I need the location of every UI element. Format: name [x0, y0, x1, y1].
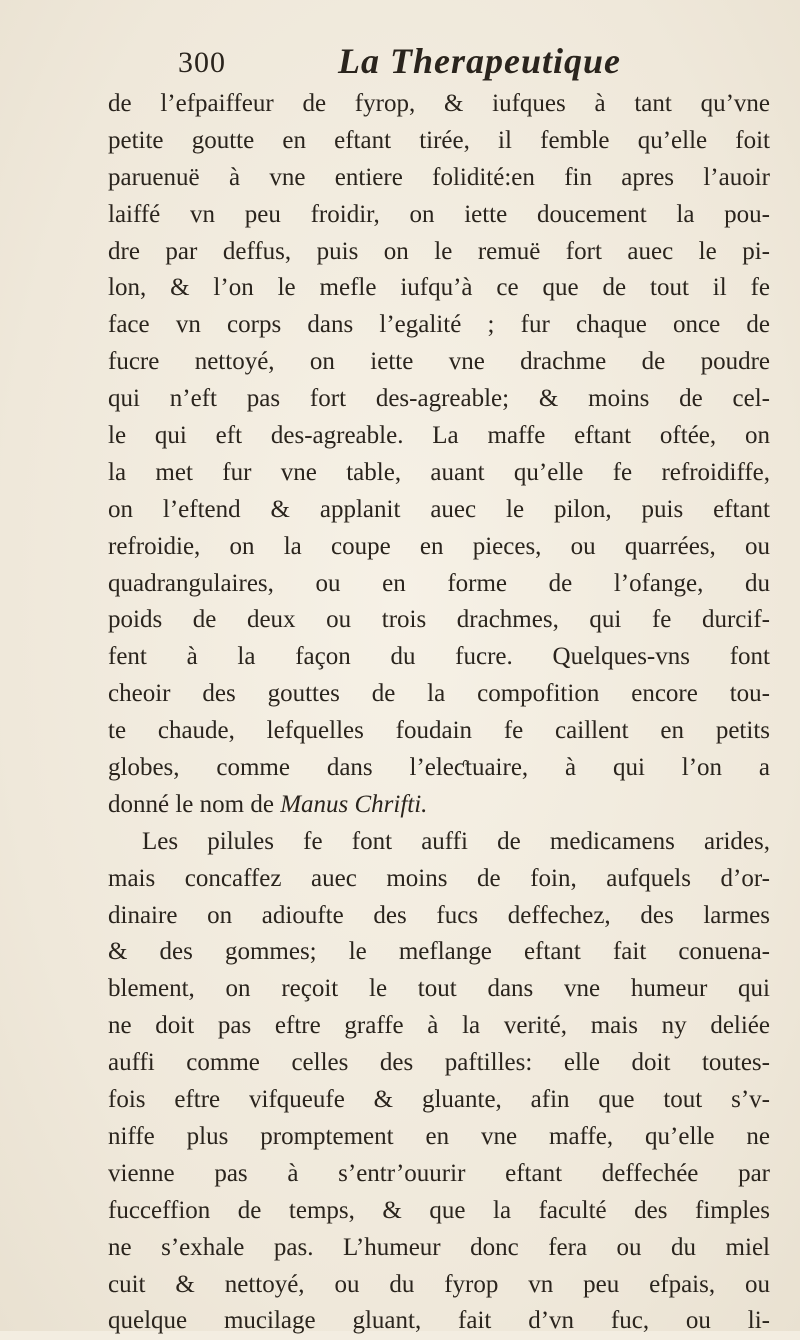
- text-line: [108, 1082, 770, 1119]
- text-line-content: mais concaffez auec moins de foin, aufquels d’or-: [108, 864, 770, 892]
- text-line: [108, 713, 770, 750]
- text-line-content: qui n’eft pas fort des-agreable; & moins de cel-: [108, 385, 770, 413]
- text-line-content: blement, on reçoit le tout dans vne humeur qui: [108, 975, 770, 1003]
- text-line-content: donné le nom de: [108, 790, 274, 818]
- text-line: [108, 529, 770, 566]
- text-line: [108, 418, 770, 455]
- text-line: [108, 824, 770, 861]
- text-line-content: quadrangulaires, ou en forme de l’ofange, du: [108, 569, 770, 597]
- text-line: [108, 160, 770, 197]
- italic-term: Manus Chrifti.: [280, 790, 428, 818]
- text-line-content: petite goutte en eftant tirée, il femble qu’elle foit: [108, 126, 770, 154]
- text-line-content: dre par deffus, puis on le remuë fort auec le pi-: [108, 237, 770, 265]
- text-line-content: vienne pas à s’entr’ouurir eftant deffechée par: [108, 1159, 770, 1187]
- text-line: [108, 123, 770, 160]
- text-line: [108, 787, 770, 824]
- text-line-content: cuit & nettoyé, ou du fyrop vn peu efpais, ou: [108, 1270, 770, 1298]
- text-line: [108, 898, 770, 935]
- text-line: [108, 750, 770, 787]
- text-line: [108, 381, 770, 418]
- text-line-content: laiffé vn peu froidir, on iette doucement la pou-: [108, 200, 770, 228]
- text-line: [108, 197, 770, 234]
- text-line: [108, 455, 770, 492]
- text-line-content: fucceffion de temps, & que la faculté des fimples: [108, 1196, 770, 1224]
- text-line: [108, 602, 770, 639]
- text-line: [108, 1193, 770, 1230]
- text-line-content: lon, & l’on le mefle iufqu’à ce que de tout il fe: [108, 274, 770, 302]
- text-line: [108, 934, 770, 971]
- text-line-content: quelque mucilage gluant, fait d’vn fuc, ou li-: [108, 1307, 770, 1335]
- text-line-content: te chaude, lefquelles foudain fe caillent en petits: [108, 717, 770, 745]
- text-line-content: la met fur vne table, auant qu’elle fe refroidiffe,: [108, 458, 770, 486]
- text-line-content: refroidie, on la coupe en pieces, ou quarrées, ou: [108, 532, 770, 560]
- text-line: [108, 234, 770, 271]
- text-line: [108, 1008, 770, 1045]
- text-line-content: poids de deux ou trois drachmes, qui fe durcif-: [108, 606, 770, 634]
- text-line-content: fois eftre vifqueufe & gluante, afin que tout s’v-: [108, 1086, 770, 1114]
- text-line-content: globes, comme dans l’eleƈtuaire, à qui l’on a: [108, 754, 770, 782]
- text-line-content: niffe plus promptement en vne maffe, qu’elle ne: [108, 1122, 770, 1150]
- text-line: [108, 566, 770, 603]
- text-line: [108, 307, 770, 344]
- text-line: [108, 270, 770, 307]
- text-line: [108, 1230, 770, 1267]
- text-line: [108, 344, 770, 381]
- text-line-content: de l’efpaiffeur de fyrop, & iufques à tant qu’vne: [108, 90, 770, 117]
- text-line-content: on l’eftend & applanit auec le pilon, puis eftant: [108, 495, 770, 523]
- page-number: 300: [178, 46, 226, 79]
- text-line-content: ne doit pas eftre graffe à la verité, mais ny deliée: [108, 1012, 770, 1040]
- text-line: [108, 1267, 770, 1304]
- text-line-content: paruenuë à vne entiere folidité:en fin apres l’auoir: [108, 163, 770, 191]
- text-line-content: cheoir des gouttes de la compofition encore tou-: [108, 680, 770, 708]
- text-line-content: auffi comme celles des paftilles: elle doit toutes-: [108, 1049, 770, 1077]
- text-line: [108, 971, 770, 1008]
- text-line: [108, 861, 770, 898]
- text-line-content: Les pilules fe font auffi de medicamens arides,: [142, 827, 770, 855]
- page-header: [178, 40, 738, 88]
- body-text: [108, 86, 770, 1340]
- text-line-content: & des gommes; le meflange eftant fait conuena-: [108, 938, 770, 966]
- text-line: [108, 1119, 770, 1156]
- text-line-content: dinaire on adioufte des fucs deffechez, des larmes: [108, 901, 770, 929]
- text-line-content: le qui eft des-agreable. La maffe eftant oftée, on: [108, 422, 770, 450]
- text-line-content: ne s’exhale pas. L’humeur donc fera ou du miel: [108, 1233, 770, 1261]
- text-line: [108, 1045, 770, 1082]
- text-line-content: fent à la façon du fucre. Quelques-vns font: [108, 643, 770, 671]
- text-line: [108, 86, 770, 123]
- text-line-content: face vn corps dans l’egalité ; fur chaque once de: [108, 311, 770, 339]
- text-line: [108, 676, 770, 713]
- text-line: [108, 492, 770, 529]
- text-line-content: fucre nettoyé, on iette vne drachme de poudre: [108, 348, 770, 376]
- text-line: [108, 639, 770, 676]
- text-line: [108, 1303, 770, 1340]
- running-title: La Therapeutique: [338, 41, 621, 81]
- text-line: [108, 1156, 770, 1193]
